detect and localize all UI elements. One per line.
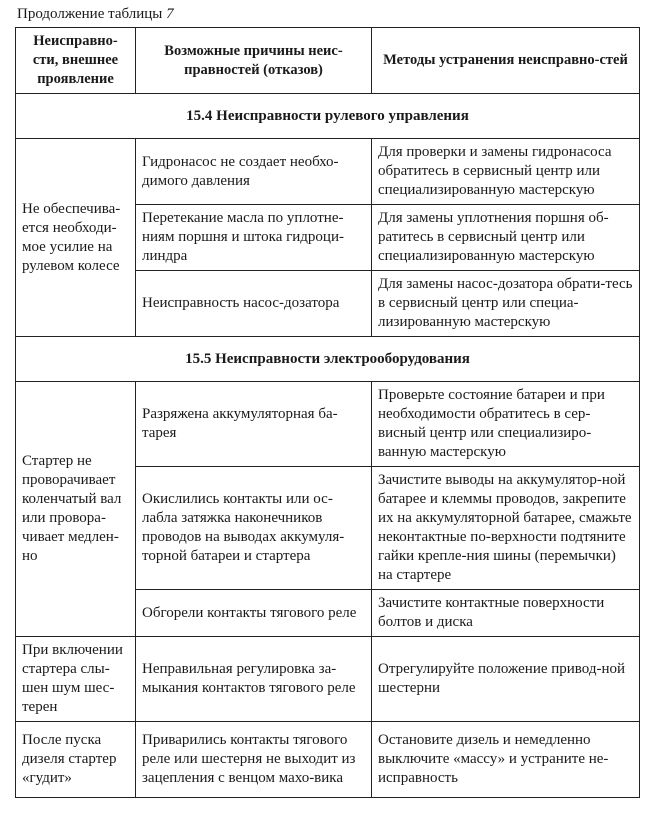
symptom-cell: После пуска дизеля стартер «гудит» xyxy=(16,722,136,798)
remedy-cell: Для замены уплотнения поршня об-ратитесь в сервисный центр или специализированную мастерскую xyxy=(372,205,640,271)
cause-cell: Неисправность насос-дозатора xyxy=(136,271,372,337)
table-row xyxy=(16,637,640,722)
table-row xyxy=(16,139,640,205)
table-row xyxy=(16,722,640,798)
cause-cell: Перетекание масла по уплотне-ниям поршня и штока гидроци-линдра xyxy=(136,205,372,271)
cause-cell: Неправильная регулировка за-мыкания контактов тягового реле xyxy=(136,637,372,722)
remedy-cell: Для замены насос-дозатора обрати-тесь в сервисный центр или специа-лизированную мастерскую xyxy=(372,271,640,337)
cause-cell: Гидронасос не создает необхо-димого давления xyxy=(136,139,372,205)
remedy-cell: Проверьте состояние батареи и при необходимости обратитесь в сер-висный центр или специализиро-ванную мастерскую xyxy=(372,382,640,467)
section-title: 15.5 Неисправности электрооборудования xyxy=(16,337,640,382)
cause-cell: Приварились контакты тягового реле или шестерня не выходит из зацепления с венцом махо-вика xyxy=(136,722,372,798)
remedy-cell: Остановите дизель и немедленно выключите «массу» и устраните не-исправность xyxy=(372,722,640,798)
table-caption xyxy=(17,5,174,23)
symptom-cell: Не обеспечива-ется необходи-мое усилие на рулевом колесе xyxy=(16,139,136,337)
remedy-cell: Зачистите выводы на аккумулятор-ной батарее и клеммы проводов, закрепите их на аккумуляторной батарее, смажьте неконтактные по-верхности подтяните гайки крепле-ния шины (перемычки) на стартере xyxy=(372,467,640,590)
table-row xyxy=(16,382,640,467)
faults-table xyxy=(15,27,640,798)
remedy-cell: Зачистите контактные поверхности болтов и диска xyxy=(372,590,640,637)
caption-number: 7 xyxy=(166,6,174,22)
table-header xyxy=(16,28,640,94)
cause-cell: Разряжена аккумуляторная ба-тарея xyxy=(136,382,372,467)
header-symptom: Неисправно-сти, внешнее проявление xyxy=(16,28,136,94)
caption-prefix: Продолжение таблицы xyxy=(17,6,163,22)
symptom-cell: Стартер не проворачивает коленчатый вал или провора-чивает медлен-но xyxy=(16,382,136,637)
header-cause: Возможные причины неис-правностей (отказов) xyxy=(136,28,372,94)
remedy-cell: Отрегулируйте положение привод-ной шестерни xyxy=(372,637,640,722)
symptom-cell: При включении стартера слы-шен шум шес-терен xyxy=(16,637,136,722)
table-body xyxy=(16,94,640,798)
remedy-cell: Для проверки и замены гидронасоса обратитесь в сервисный центр или специализированную мастерскую xyxy=(372,139,640,205)
header-remedy: Методы устранения неисправно-стей xyxy=(372,28,640,94)
cause-cell: Обгорели контакты тягового реле xyxy=(136,590,372,637)
section-title: 15.4 Неисправности рулевого управления xyxy=(16,94,640,139)
cause-cell: Окислились контакты или ос-лабла затяжка наконечников проводов на выводах аккумуля-торной батареи и стартера xyxy=(136,467,372,590)
